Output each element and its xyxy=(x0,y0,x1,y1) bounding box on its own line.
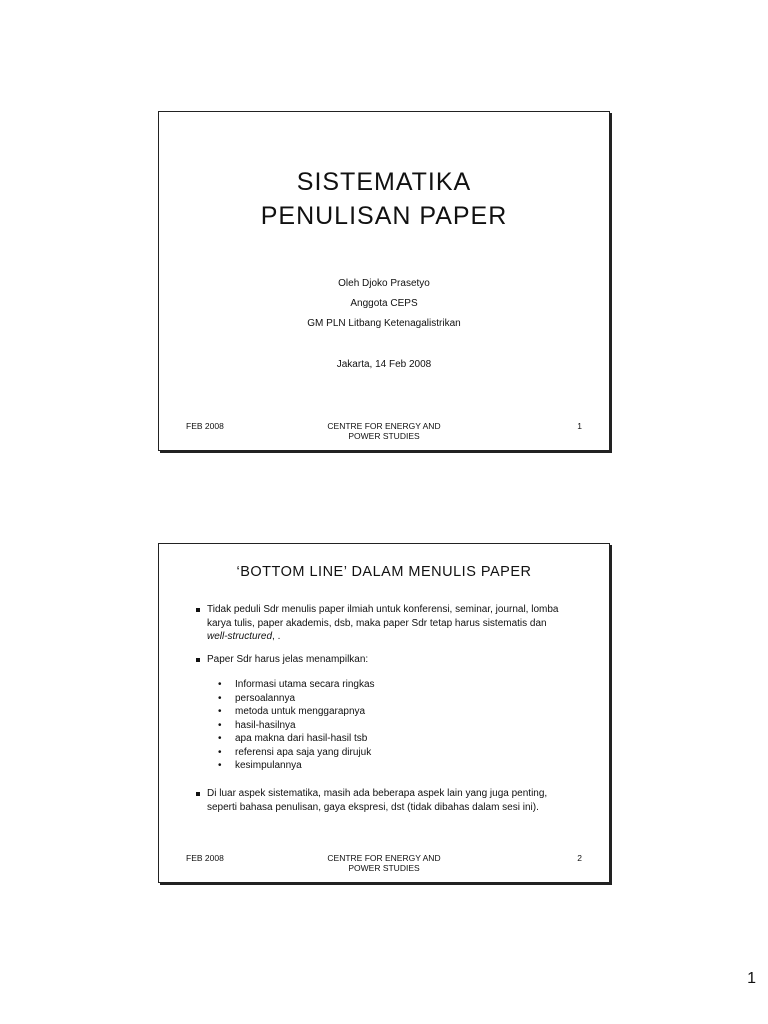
slide-1 xyxy=(158,111,610,451)
list-item xyxy=(218,746,375,760)
title-line-2: PENULISAN PAPER xyxy=(260,202,508,230)
author: Oleh Djoko Prasetyo xyxy=(338,278,430,289)
footer-org-line-2: POWER STUDIES xyxy=(348,863,420,873)
footer-date: FEB 2008 xyxy=(186,853,224,863)
footer-org xyxy=(159,421,609,441)
footer-slide-number: 2 xyxy=(577,853,582,863)
square-bullet-icon xyxy=(196,658,200,662)
square-bullet-icon xyxy=(196,792,200,796)
slide-2-title: ‘BOTTOM LINE’ DALAM MENULIS PAPER xyxy=(236,564,532,580)
list-item xyxy=(218,719,375,733)
list-item xyxy=(218,692,375,706)
square-bullet-icon xyxy=(196,608,200,612)
list-item xyxy=(218,759,375,773)
list-item-text: Informasi utama secara ringkas xyxy=(235,679,375,690)
bullet-2-text: Paper Sdr harus jelas menampilkan: xyxy=(207,654,369,665)
list-item-text: metoda untuk menggarapnya xyxy=(235,706,366,717)
position: GM PLN Litbang Ketenagalistrikan xyxy=(307,318,461,329)
title-line-1: SISTEMATIKA xyxy=(296,168,472,196)
role: Anggota CEPS xyxy=(350,298,418,309)
bullet-1-end: , . xyxy=(272,631,281,642)
list-item-text: referensi apa saja yang dirujuk xyxy=(235,746,372,758)
list-item xyxy=(218,732,375,746)
list-item-text: kesimpulannya xyxy=(235,760,302,771)
list-item-text: apa makna dari hasil-hasil tsb xyxy=(235,733,368,744)
list-item-text: hasil-hasilnya xyxy=(235,719,296,731)
footer-slide-number: 1 xyxy=(577,421,582,431)
dot-bullet-icon: • xyxy=(218,746,222,758)
list-item xyxy=(218,705,375,719)
bullet-3-text: Di luar aspek sistematika, masih ada beberapa aspek lain yang juga penting, seperti bahasa penulisan, gaya ekspresi, dst (tidak dibahas dalam sesi ini). xyxy=(207,788,548,813)
bullet-1-emphasis: well-structured xyxy=(207,631,273,642)
footer-org-line-1: CENTRE FOR ENERGY AND xyxy=(327,853,441,863)
dot-bullet-icon: • xyxy=(218,719,222,731)
dot-bullet-icon: • xyxy=(218,760,222,771)
dot-bullet-icon: • xyxy=(218,706,222,717)
slide-1-title xyxy=(159,165,609,233)
bullet-2 xyxy=(207,653,569,667)
bullet-1 xyxy=(207,603,569,644)
footer-date: FEB 2008 xyxy=(186,421,224,431)
dot-bullet-icon: • xyxy=(218,733,222,744)
bullet-3 xyxy=(207,787,569,814)
list-item-text: persoalannya xyxy=(235,692,296,704)
footer-org xyxy=(159,853,609,873)
place-date: Jakarta, 14 Feb 2008 xyxy=(336,359,432,370)
footer-org-line-2: POWER STUDIES xyxy=(348,431,420,441)
bullet-1-text: Tidak peduli Sdr menulis paper ilmiah untuk konferensi, seminar, journal, lomba karya tulis, paper akademis, dsb, maka paper Sdr tetap harus sistematis dan xyxy=(207,604,559,629)
slide-2 xyxy=(158,543,610,883)
dot-bullet-icon: • xyxy=(218,679,222,690)
page-number: 1 xyxy=(747,970,756,987)
list-item xyxy=(218,678,375,692)
content-list xyxy=(218,678,375,773)
footer-org-line-1: CENTRE FOR ENERGY AND xyxy=(327,421,441,431)
dot-bullet-icon: • xyxy=(218,692,222,704)
